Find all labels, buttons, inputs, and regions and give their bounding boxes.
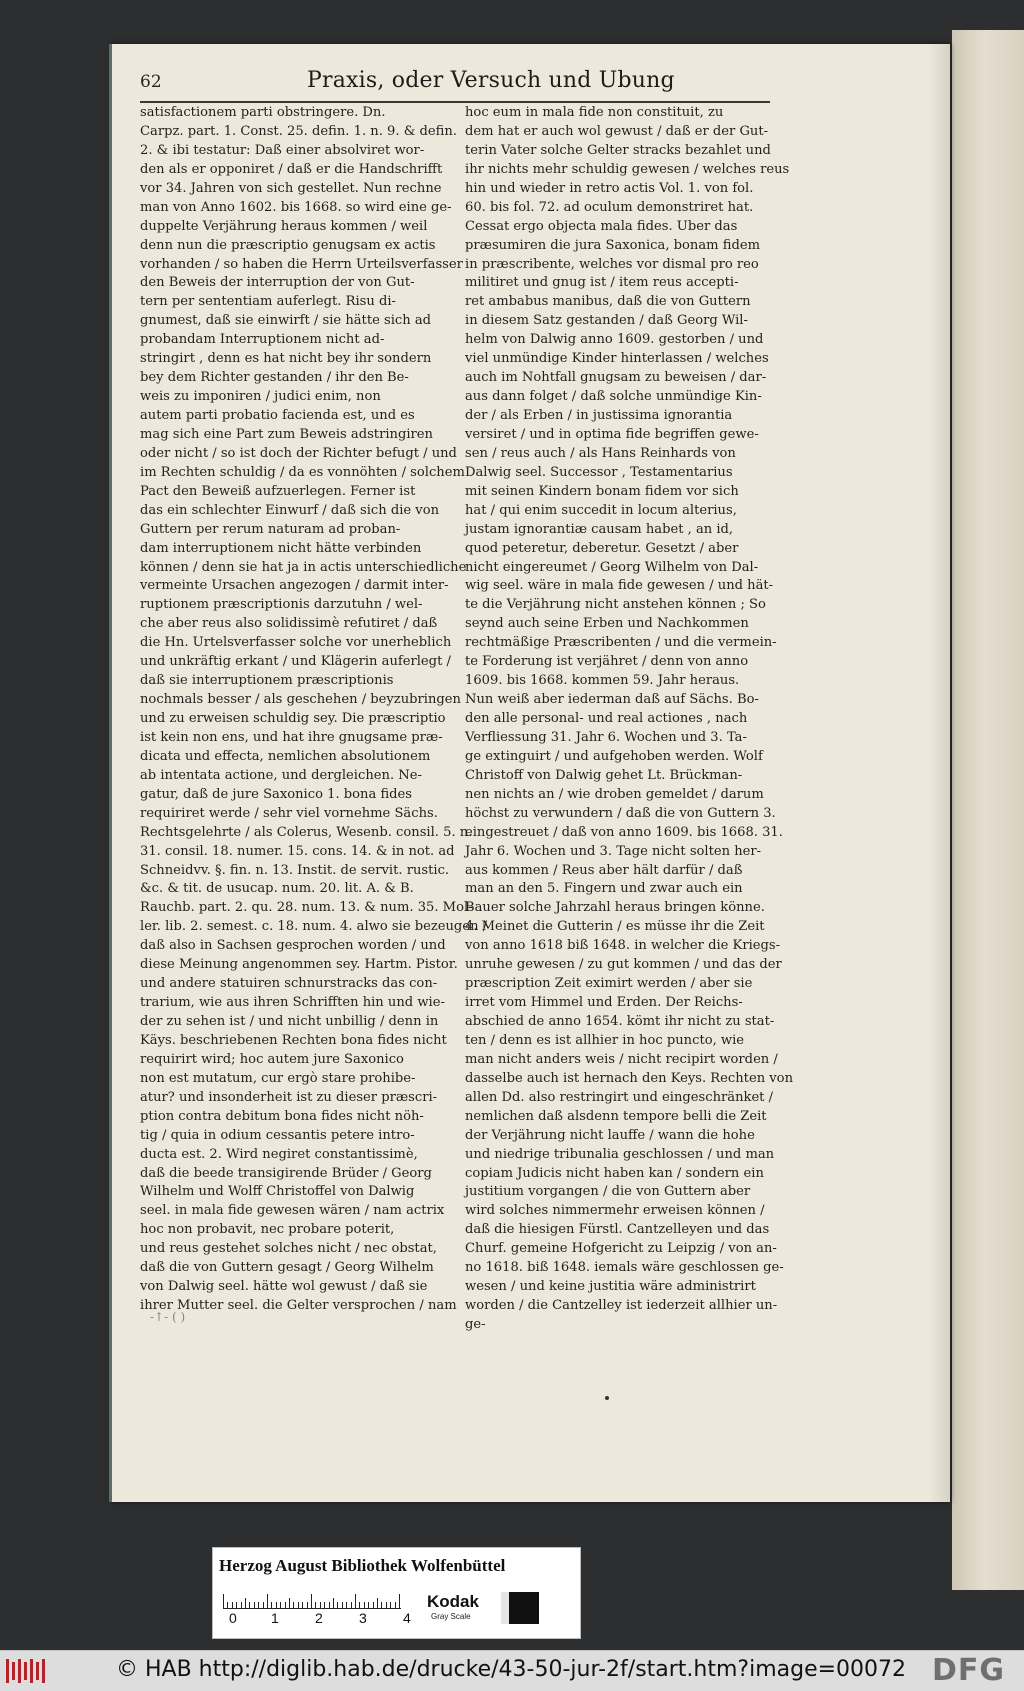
- text-line: terin Vater solche Gelter stracks bezahlet und: [465, 142, 771, 158]
- text-line: mag sich eine Part zum Beweis adstringiren: [140, 426, 433, 442]
- text-line: daß sie interruptionem præscriptionis: [140, 673, 394, 689]
- scale-tick: [333, 1598, 334, 1608]
- scale-tick: [249, 1602, 250, 1608]
- text-line: abschied de anno 1654. kömt ihr nicht zu stat-: [465, 1014, 775, 1029]
- scale-number: 0: [229, 1610, 237, 1626]
- text-line: gnumest, daß sie einwirft / sie hätte sich ad: [140, 313, 432, 329]
- text-line: man an den 5. Fingern und zwar auch ein: [465, 881, 743, 897]
- scale-tick: [368, 1602, 369, 1608]
- footer-bar: [0, 1650, 1024, 1691]
- scale-tick: [320, 1602, 321, 1608]
- text-line: auch im Nohtfall gnugsam zu beweisen / dar-: [465, 370, 767, 386]
- text-line: irret vom Himmel und Erden. Der Reichs-: [465, 995, 743, 1011]
- text-line: Schneidvv. §. fin. n. 13. Instit. de servit. rustic.: [140, 862, 450, 878]
- left-text-column: [140, 104, 488, 1316]
- text-line: aus dann folget / daß solche unmündige Kin-: [465, 389, 762, 405]
- scale-tick: [254, 1602, 255, 1608]
- text-line: wig seel. wäre in mala fide gewesen / und hät-: [465, 578, 774, 594]
- text-line: 60. bis fol. 72. ad oculum demonstriret hat.: [465, 199, 754, 215]
- scale-tick: [395, 1602, 396, 1608]
- text-line: Rechtsgelehrte / als Colerus, Wesenb. consil. 5. n.: [140, 824, 473, 840]
- scale-tick: [236, 1602, 237, 1608]
- gray-scale-label: Gray Scale: [431, 1612, 471, 1621]
- scale-tick: [263, 1602, 264, 1608]
- logo-stripe: [30, 1659, 33, 1683]
- text-line: daß die von Guttern gesagt / Georg Wilhelm: [140, 1260, 434, 1276]
- text-line: diese Meinung angenommen sey. Hartm. Pistor.: [140, 957, 458, 973]
- text-line: ret ambabus manibus, daß die von Guttern: [465, 294, 751, 310]
- text-line: hat / qui enim succedit in locum alterius,: [465, 502, 737, 518]
- scale-tick: [324, 1602, 325, 1608]
- text-line: Christoff von Dalwig gehet Lt. Brückman-: [465, 767, 743, 783]
- scale-tick: [346, 1602, 347, 1608]
- text-line: præscription Zeit eximirt werden / aber sie: [465, 976, 753, 992]
- scale-tick: [381, 1602, 382, 1608]
- text-line: unruhe gewesen / zu gut kommen / und das der: [465, 957, 782, 973]
- text-line: præsumiren die jura Saxonica, bonam fidem: [465, 237, 760, 253]
- text-line: te Forderung ist verjähret / denn von anno: [465, 654, 749, 670]
- text-line: atur? und insonderheit ist zu dieser præscri-: [140, 1089, 438, 1105]
- text-line: der zu sehen ist / und nicht unbillig / denn in: [140, 1014, 439, 1029]
- text-line: ihrer Mutter seel. die Gelter versprochen / nam: [140, 1298, 457, 1314]
- text-line: den Beweis der interruption der von Gut-: [140, 275, 415, 291]
- text-line: Churf. gemeine Hofgericht zu Leipzig / von an-: [465, 1241, 777, 1257]
- text-line: ihr nichts mehr schuldig gewesen / welches reus: [465, 161, 790, 177]
- text-line: helm von Dalwig anno 1609. gestorben / und: [465, 332, 764, 348]
- logo-stripe: [6, 1659, 9, 1683]
- text-line: ge-: [465, 1317, 486, 1332]
- scale-tick: [293, 1602, 294, 1608]
- scale-tick: [364, 1602, 365, 1608]
- scale-tick: [302, 1602, 303, 1608]
- text-line: sen / reus auch / als Hans Reinhards von: [465, 445, 736, 461]
- text-line: stringirt , denn es hat nicht bey ihr sondern: [140, 351, 432, 367]
- text-line: Nun weiß aber iederman daß auf Sächs. Bo-: [465, 692, 759, 708]
- text-line: das ein schlechter Einwurf / daß sich die von: [140, 502, 440, 518]
- scale-tick: [329, 1602, 330, 1608]
- ink-dot: [605, 1396, 609, 1400]
- text-line: worden / die Cantzelley ist iederzeit allhier un-: [465, 1298, 778, 1314]
- text-line: der / als Erben / in justissima ignorantia: [465, 408, 733, 423]
- text-line: autem parti probatio facienda est, und es: [140, 408, 415, 423]
- page-bottom-marks: -↑- ( ): [150, 1310, 186, 1324]
- scale-number: 2: [315, 1610, 323, 1626]
- text-line: Verfliessung 31. Jahr 6. Wochen und 3. Ta-: [465, 729, 747, 745]
- text-line: denn nun die præscriptio genugsam ex actis: [140, 237, 436, 253]
- text-line: trarium, wie aus ihren Schrifften hin und wie-: [140, 995, 445, 1011]
- text-line: ge extinguirt / und aufgehoben werden. Wolf: [465, 748, 763, 764]
- text-line: 2. & ibi testatur: Daß einer absolviret wor-: [140, 142, 425, 158]
- text-line: oder nicht / so ist doch der Richter befugt / und: [140, 445, 457, 461]
- page-gutter-shadow: [928, 44, 950, 1502]
- text-line: versiret / und in optima fide begriffen gewe-: [465, 426, 759, 442]
- logo-stripe: [42, 1659, 45, 1683]
- text-line: und reus gestehet solches nicht / nec obstat,: [140, 1241, 437, 1257]
- library-label: Herzog August Bibliothek Wolfenbüttel: [219, 1556, 506, 1575]
- text-line: requirirt wird; hoc autem jure Saxonico: [140, 1051, 404, 1067]
- copyright-url[interactable]: © HAB http://diglib.hab.de/drucke/43-50-jur-2f/start.htm?image=00072: [116, 1657, 907, 1682]
- text-line: tern per sententiam auferlegt. Risu di-: [140, 294, 396, 310]
- scale-tick: [267, 1594, 268, 1608]
- text-line: seel. in mala fide gewesen wären / nam actrix: [140, 1203, 445, 1219]
- scale-tick: [280, 1602, 281, 1608]
- scale-tick: [232, 1602, 233, 1608]
- text-line: mit seinen Kindern bonam fidem vor sich: [465, 483, 739, 499]
- kodak-brand: Kodak: [427, 1592, 479, 1611]
- text-line: den alle personal- und real actiones , nach: [465, 711, 748, 726]
- text-line: und niedrige tribunalia geschlossen / und man: [465, 1146, 775, 1162]
- scale-tick: [342, 1602, 343, 1608]
- text-line: Bauer solche Jahrzahl heraus bringen könne.: [465, 900, 765, 916]
- text-line: dasselbe auch ist hernach den Keys. Rechten von: [465, 1070, 794, 1086]
- text-line: hoc eum in mala fide non constituit, zu: [465, 105, 724, 120]
- scale-tick: [271, 1602, 272, 1608]
- text-line: dicata und effecta, nemlichen absolutionem: [140, 748, 431, 764]
- text-line: gatur, daß de jure Saxonico 1. bona fides: [140, 786, 413, 802]
- text-line: Rauchb. part. 2. qu. 28. num. 13. & num. 35. Mol-: [140, 900, 473, 916]
- color-reference-bar: [213, 1548, 580, 1638]
- running-head-title: Praxis, oder Versuch und Ubung: [307, 68, 675, 93]
- next-page-edge: [952, 30, 1024, 1590]
- scale-tick: [355, 1594, 356, 1608]
- text-line: ten / denn es ist allhier in hoc puncto, wie: [465, 1032, 745, 1048]
- text-line: 1609. bis 1668. kommen 59. Jahr heraus.: [465, 673, 740, 689]
- text-line: ption contra debitum bona fides nicht nöh-: [140, 1108, 424, 1124]
- scale-tick: [298, 1602, 299, 1608]
- logo-stripe: [24, 1662, 27, 1680]
- text-line: ruptionem præscriptionis darzutuhn / wel-: [140, 597, 423, 613]
- scale-tick: [227, 1602, 228, 1608]
- black-patch: [509, 1592, 539, 1624]
- text-line: daß also in Sachsen gesprochen worden / und: [140, 938, 446, 954]
- text-line: man von Anno 1602. bis 1668. so wird eine ge-: [140, 199, 452, 215]
- text-line: vor 34. Jahren von sich gestellet. Nun rechne: [140, 180, 442, 196]
- text-line: hoc non probavit, nec probare poterit,: [140, 1222, 395, 1238]
- scale-tick: [285, 1602, 286, 1608]
- text-line: satisfactionem parti obstringere. Dn.: [140, 105, 386, 120]
- text-line: Jahr 6. Wochen und 3. Tage nicht solten her-: [465, 843, 762, 859]
- scale-tick: [289, 1598, 290, 1608]
- scale-number: 3: [359, 1610, 367, 1626]
- text-line: bey dem Richter gestanden / ihr den Be-: [140, 370, 409, 386]
- text-line: probandam Interruptionem nicht ad-: [140, 332, 385, 348]
- scale-tick: [245, 1598, 246, 1608]
- scale-tick: [337, 1602, 338, 1608]
- text-line: te die Verjährung nicht anstehen können ; So: [465, 597, 766, 613]
- text-line: Carpz. part. 1. Const. 25. defin. 1. n. 9. & defin.: [140, 123, 457, 139]
- text-line: wird solches nimmermehr erweisen können /: [465, 1203, 765, 1219]
- text-line: man nicht anders weis / nicht recipirt worden /: [465, 1051, 778, 1067]
- text-line: 4. Meinet die Gutterin / es müsse ihr die Zeit: [465, 919, 765, 935]
- logo-stripe: [36, 1662, 39, 1680]
- text-line: 31. consil. 18. numer. 15. cons. 14. & in not. ad: [140, 843, 455, 859]
- text-line: von Dalwig seel. hätte wol gewust / daß sie: [140, 1279, 428, 1295]
- text-line: in præscribente, welches vor dismal pro reo: [465, 256, 759, 272]
- text-line: daß die beede transigirende Brüder / Georg: [140, 1165, 432, 1181]
- scale-tick: [386, 1602, 387, 1608]
- text-line: weis zu imponiren / judici enim, non: [140, 389, 381, 405]
- dfg-logo: DFG: [932, 1653, 1006, 1688]
- text-line: Cessat ergo objecta mala fides. Uber das: [465, 218, 738, 234]
- text-line: hin und wieder in retro actis Vol. 1. von fol.: [465, 180, 754, 196]
- scale-number: 1: [271, 1610, 279, 1626]
- text-line: eingestreuet / daß von anno 1609. bis 1668. 31.: [465, 824, 783, 840]
- scale-tick: [377, 1598, 378, 1608]
- scale-tick: [276, 1602, 277, 1608]
- text-line: die Hn. Urtelsverfasser solche vor unerheblich: [140, 635, 452, 651]
- text-line: Wilhelm und Wolff Christoffel von Dalwig: [140, 1184, 415, 1200]
- text-line: che aber reus also solidissimè refutiret / daß: [140, 616, 438, 632]
- text-line: &c. & tit. de usucap. num. 20. lit. A. & B.: [140, 881, 414, 897]
- text-line: no 1618. biß 1648. iemals wäre geschlossen ge-: [465, 1260, 784, 1276]
- text-line: Pact den Beweiß aufzuerlegen. Ferner ist: [140, 483, 416, 499]
- text-line: vorhanden / so haben die Herrn Urteilsverfasser: [140, 256, 463, 272]
- scale-tick: [351, 1602, 352, 1608]
- text-line: Dalwig seel. Successor , Testamentarius: [465, 464, 733, 480]
- text-line: höchst zu verwundern / daß die von Guttern 3.: [465, 805, 776, 821]
- scale-tick: [359, 1602, 360, 1608]
- scale-tick: [223, 1594, 224, 1608]
- text-line: viel unmündige Kinder hinterlassen / welches: [465, 351, 769, 367]
- scale-tick: [390, 1602, 391, 1608]
- text-line: rechtmäßige Præscribenten / und die vermein-: [465, 635, 777, 651]
- text-line: requiriret werde / sehr viel vornehme Sächs.: [140, 805, 438, 821]
- text-line: dam interruptionem nicht hätte verbinden: [140, 540, 422, 556]
- text-line: tig / quia in odium cessantis petere intro-: [140, 1127, 415, 1143]
- text-line: und zu erweisen schuldig sey. Die præscriptio: [140, 711, 446, 726]
- text-line: vermeinte Ursachen angezogen / darmit inter-: [140, 578, 449, 594]
- text-line: ler. lib. 2. semest. c. 18. num. 4. alwo sie bezeugen /: [140, 919, 488, 935]
- text-line: justam ignorantiæ causam habet , an id,: [465, 521, 734, 537]
- text-line: nemlichen daß alsdenn tempore belli die Zeit: [465, 1108, 767, 1124]
- text-line: in diesem Satz gestanden / daß Georg Wil-: [465, 313, 748, 329]
- text-line: duppelte Verjährung heraus kommen / weil: [140, 218, 428, 234]
- text-line: den als er opponiret / daß er die Handschrifft: [140, 161, 443, 177]
- white-patch: [501, 1592, 509, 1624]
- scale-tick: [307, 1602, 308, 1608]
- scale-tick: [315, 1602, 316, 1608]
- text-line: und andere statuiren schnurstracks das con-: [140, 976, 438, 992]
- text-line: justitium vorgangen / die von Guttern aber: [465, 1184, 751, 1200]
- text-line: von anno 1618 biß 1648. in welcher die Kriegs-: [465, 938, 781, 954]
- text-line: ist kein non ens, und hat ihre gnugsame præ-: [140, 729, 443, 745]
- text-line: non est mutatum, cur ergò stare prohibe-: [140, 1070, 416, 1086]
- logo-stripe: [18, 1659, 21, 1683]
- text-line: im Rechten schuldig / da es vonnöhten / solchem: [140, 464, 465, 480]
- text-line: quod peteretur, deberetur. Gesetzt / aber: [465, 540, 739, 556]
- scale-number: 4: [403, 1610, 411, 1626]
- text-line: wesen / und keine justitia wäre administrirt: [465, 1279, 756, 1295]
- scale-tick: [241, 1602, 242, 1608]
- text-line: allen Dd. also restringirt und eingeschränket /: [465, 1089, 774, 1105]
- scale-tick: [311, 1594, 312, 1608]
- scale-ruler: [223, 1590, 401, 1609]
- scale-tick: [399, 1594, 400, 1608]
- text-line: können / denn sie hat ja in actis unterschiedliche: [140, 559, 467, 575]
- text-line: militiret und gnug ist / item reus accepti-: [465, 275, 739, 291]
- text-line: nochmals besser / als geschehen / beyzubringen: [140, 692, 461, 708]
- text-line: Guttern per rerum naturam ad proban-: [140, 521, 401, 537]
- text-line: aus kommen / Reus aber hält darfür / daß: [465, 862, 743, 878]
- text-line: nicht eingereumet / Georg Wilhelm von Dal-: [465, 559, 759, 575]
- running-head: [140, 62, 740, 102]
- text-line: Käys. beschriebenen Rechten bona fides nicht: [140, 1032, 447, 1048]
- logo-stripe: [12, 1662, 15, 1680]
- text-line: dem hat er auch wol gewust / daß er der Gut-: [465, 123, 769, 139]
- hab-logo-icon: [6, 1659, 46, 1683]
- scale-tick: [258, 1602, 259, 1608]
- page-number: 62: [140, 72, 162, 92]
- head-rule: [140, 101, 770, 103]
- scale-tick: [373, 1602, 374, 1608]
- text-line: der Verjährung nicht lauffe / wann die hohe: [465, 1127, 755, 1143]
- text-line: ab intentata actione, und dergleichen. Ne-: [140, 767, 422, 783]
- text-line: seynd auch seine Erben und Nachkommen: [465, 616, 749, 632]
- text-line: und unkräftig erkant / und Klägerin auferlegt /: [140, 654, 451, 670]
- right-text-column: [465, 104, 794, 1335]
- text-line: ducta est. 2. Wird negiret constantissimè,: [140, 1146, 418, 1162]
- text-line: nen nichts an / wie droben gemeldet / darum: [465, 786, 764, 802]
- text-line: copiam Judicis nicht haben kan / sondern ein: [465, 1165, 764, 1181]
- text-line: daß die hiesigen Fürstl. Cantzelleyen und das: [465, 1222, 770, 1238]
